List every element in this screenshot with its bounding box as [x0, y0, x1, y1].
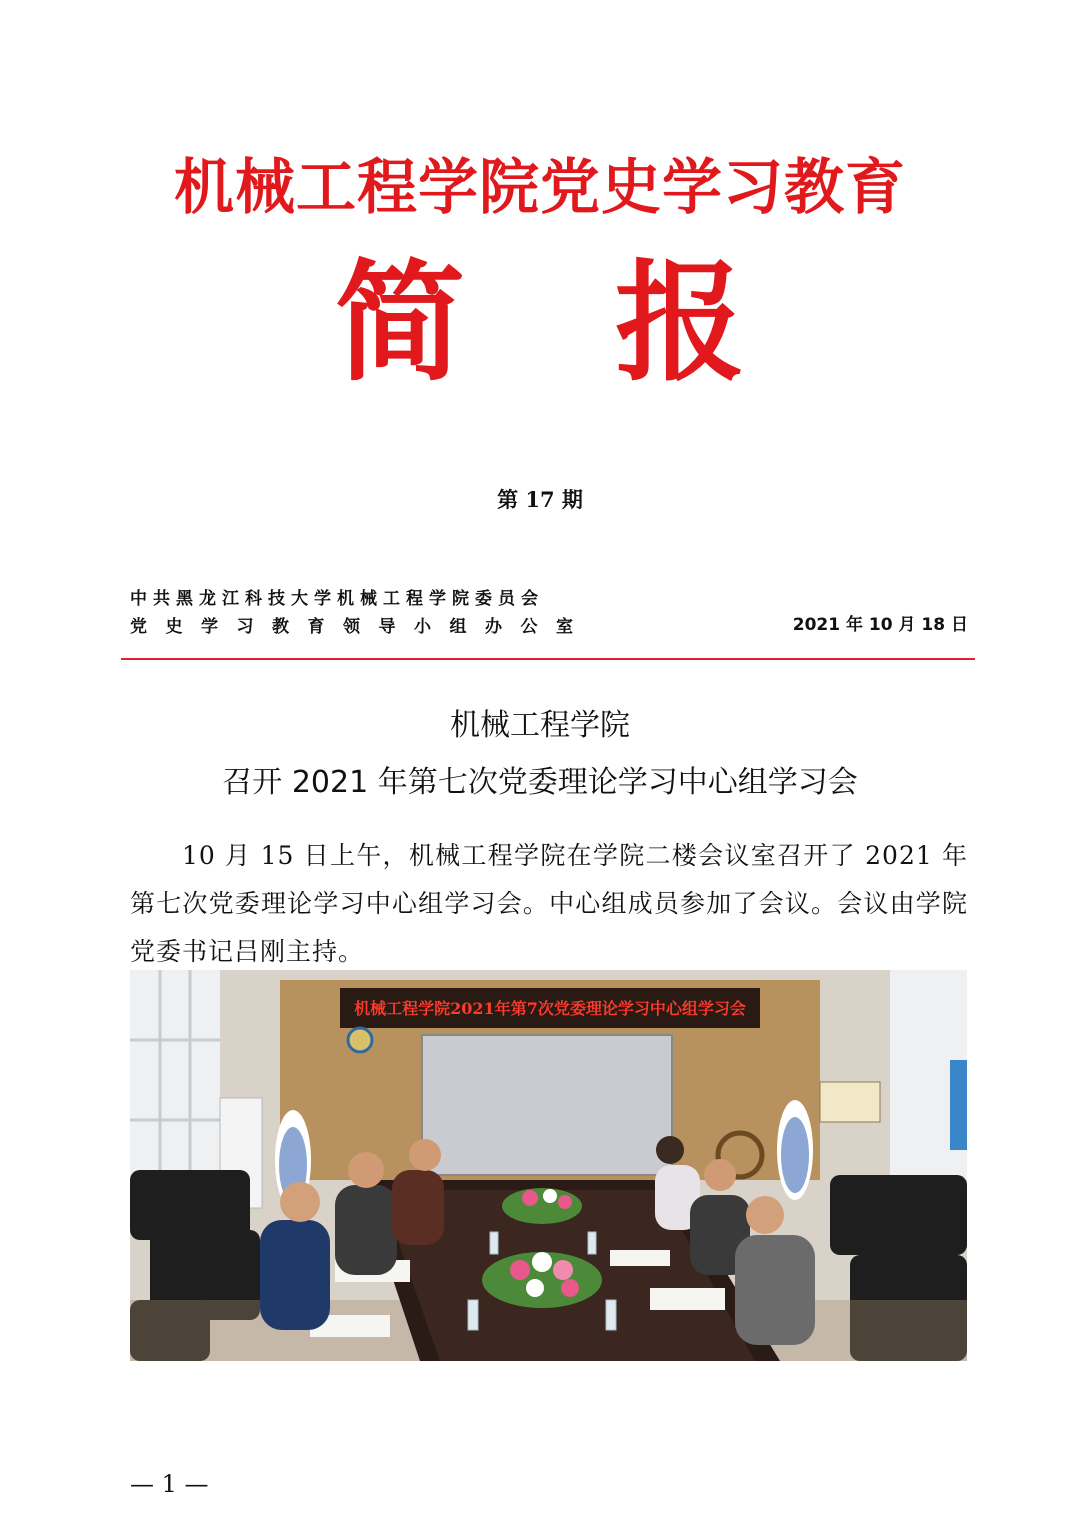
photo-banner-text: 机械工程学院2021年第7次党委理论学习中心组学习会	[354, 999, 746, 1018]
issuer-line-2: 党史学习教育领导小组办公室	[130, 617, 592, 637]
article-paragraph: 10 月 15 日上午，机械工程学院在学院二楼会议室召开了 2021 年第七次党委理论学习中心组学习会。中心组成员参加了会议。会议由学院党委书记吕刚主持。	[130, 841, 968, 966]
bulletin-char-2: 报	[615, 247, 746, 399]
meeting-photo	[130, 970, 967, 1361]
article-title-line-2: 召开 2021 年第七次党委理论学习中心组学习会	[222, 765, 858, 800]
issue-date: 2021 年 10 月 18 日	[792, 615, 968, 635]
masthead-title: 机械工程学院党史学习教育	[174, 153, 906, 223]
issue-number: 第 17 期	[497, 487, 583, 512]
page-number: — 1 —	[130, 1470, 209, 1498]
issuer-line-1: 中共黑龙江科技大学机械工程学院委员会	[130, 589, 544, 609]
article-title-line-1: 机械工程学院	[450, 708, 630, 743]
header-divider	[121, 658, 975, 660]
bulletin-char-1: 简	[334, 247, 465, 399]
masthead-bulletin-heading	[0, 248, 1080, 398]
